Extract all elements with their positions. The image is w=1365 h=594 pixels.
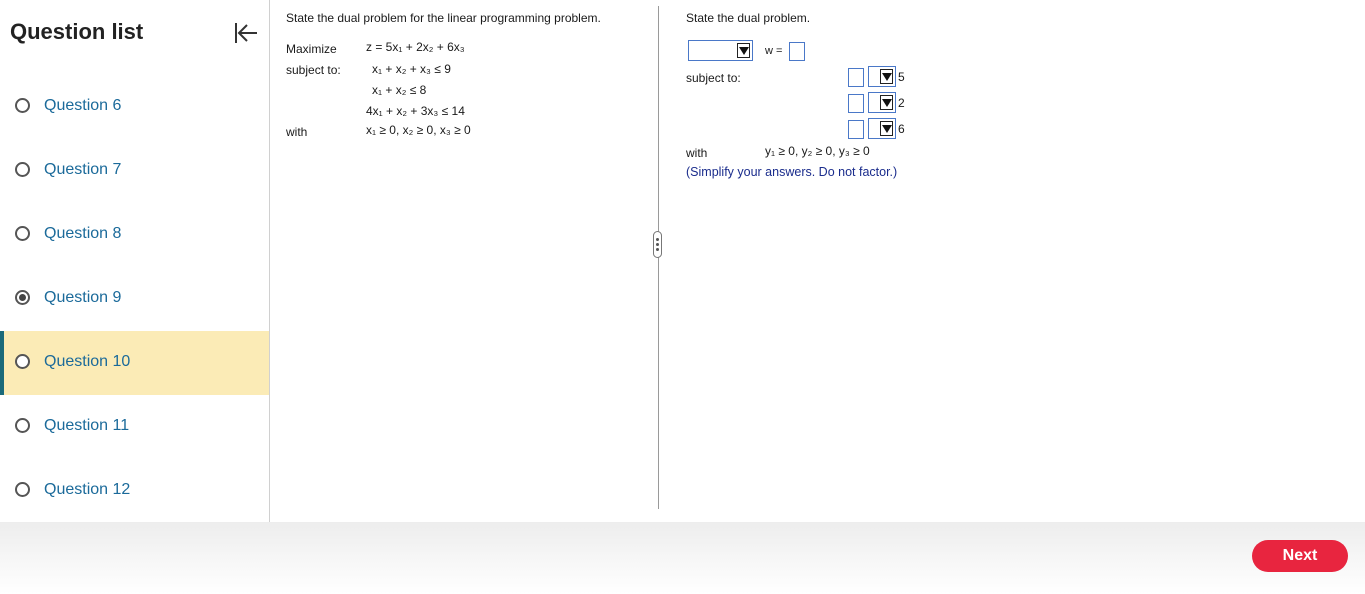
unanswered-radio-icon — [15, 418, 30, 433]
unanswered-radio-icon — [15, 482, 30, 497]
sidebar-item-label: Question 11 — [44, 417, 130, 434]
maximize-label: Maximize — [286, 42, 337, 56]
constraint-1-inequality-dropdown[interactable] — [868, 66, 896, 87]
answer-subject-to-label: subject to: — [686, 71, 741, 85]
collapse-sidebar-icon[interactable] — [233, 20, 259, 46]
sidebar-item-label: Question 8 — [44, 225, 122, 242]
unanswered-radio-icon — [15, 162, 30, 177]
constraint-1-rhs: 5 — [898, 70, 905, 84]
objective-function: z = 5x₁ + 2x₂ + 6x₃ — [366, 40, 465, 54]
dropdown-arrow-icon — [880, 95, 893, 110]
constraint-2-inequality-dropdown[interactable] — [868, 92, 896, 113]
sidebar-item-question-10[interactable] — [0, 331, 269, 395]
constraint-3-lhs-input[interactable] — [848, 120, 864, 139]
constraint-2: x₁ + x₂ ≤ 8 — [372, 83, 427, 97]
sidebar-item-label: Question 12 — [44, 481, 131, 498]
question-list-sidebar — [0, 0, 270, 522]
dropdown-arrow-icon — [880, 121, 893, 136]
problem-instruction: State the dual problem for the linear programming problem. — [286, 11, 601, 25]
sidebar-item-label: Question 7 — [44, 161, 122, 178]
unanswered-radio-icon — [15, 98, 30, 113]
with-label: with — [286, 125, 308, 139]
objective-input[interactable] — [789, 42, 805, 61]
constraint-1: x₁ + x₂ + x₃ ≤ 9 — [372, 62, 451, 76]
dropdown-arrow-icon — [880, 69, 893, 84]
answer-hint: (Simplify your answers. Do not factor.) — [686, 165, 898, 179]
dropdown-arrow-icon — [737, 43, 750, 58]
footer-bar — [0, 522, 1365, 594]
sidebar-item-question-9[interactable] — [0, 267, 269, 331]
sidebar-item-question-8[interactable] — [0, 203, 269, 267]
unanswered-radio-icon — [15, 354, 30, 369]
answer-nonnegativity: y₁ ≥ 0, y₂ ≥ 0, y₃ ≥ 0 — [765, 144, 870, 158]
sidebar-item-label: Question 6 — [44, 97, 122, 114]
next-button[interactable]: Next — [1252, 540, 1348, 572]
constraint-3-rhs: 6 — [898, 122, 905, 136]
answer-with-label: with — [686, 146, 708, 160]
sidebar-item-question-6[interactable] — [0, 75, 269, 139]
divider-drag-handle[interactable] — [653, 231, 662, 258]
unanswered-radio-icon — [15, 226, 30, 241]
sidebar-item-question-11[interactable] — [0, 395, 269, 459]
nonnegativity-constraints: x₁ ≥ 0, x₂ ≥ 0, x₃ ≥ 0 — [366, 123, 471, 137]
constraint-3-inequality-dropdown[interactable] — [868, 118, 896, 139]
constraint-2-lhs-input[interactable] — [848, 94, 864, 113]
constraint-1-lhs-input[interactable] — [848, 68, 864, 87]
sidebar-item-label: Question 9 — [44, 289, 122, 306]
constraint-3: 4x₁ + x₂ + 3x₃ ≤ 14 — [366, 104, 465, 118]
answer-pane — [686, 0, 1326, 520]
problem-pane — [286, 0, 646, 520]
sidebar-item-question-7[interactable] — [0, 139, 269, 203]
subject-to-label: subject to: — [286, 63, 341, 77]
answer-instruction: State the dual problem. — [686, 11, 811, 25]
sidebar-item-label: Question 10 — [44, 353, 131, 370]
answered-radio-icon — [15, 290, 30, 305]
objective-prefix: w = — [765, 45, 783, 57]
constraint-2-rhs: 2 — [898, 96, 905, 110]
sidebar-item-question-12[interactable] — [0, 459, 269, 523]
sidebar-title: Question list — [10, 19, 144, 44]
objective-type-dropdown[interactable] — [688, 40, 753, 61]
